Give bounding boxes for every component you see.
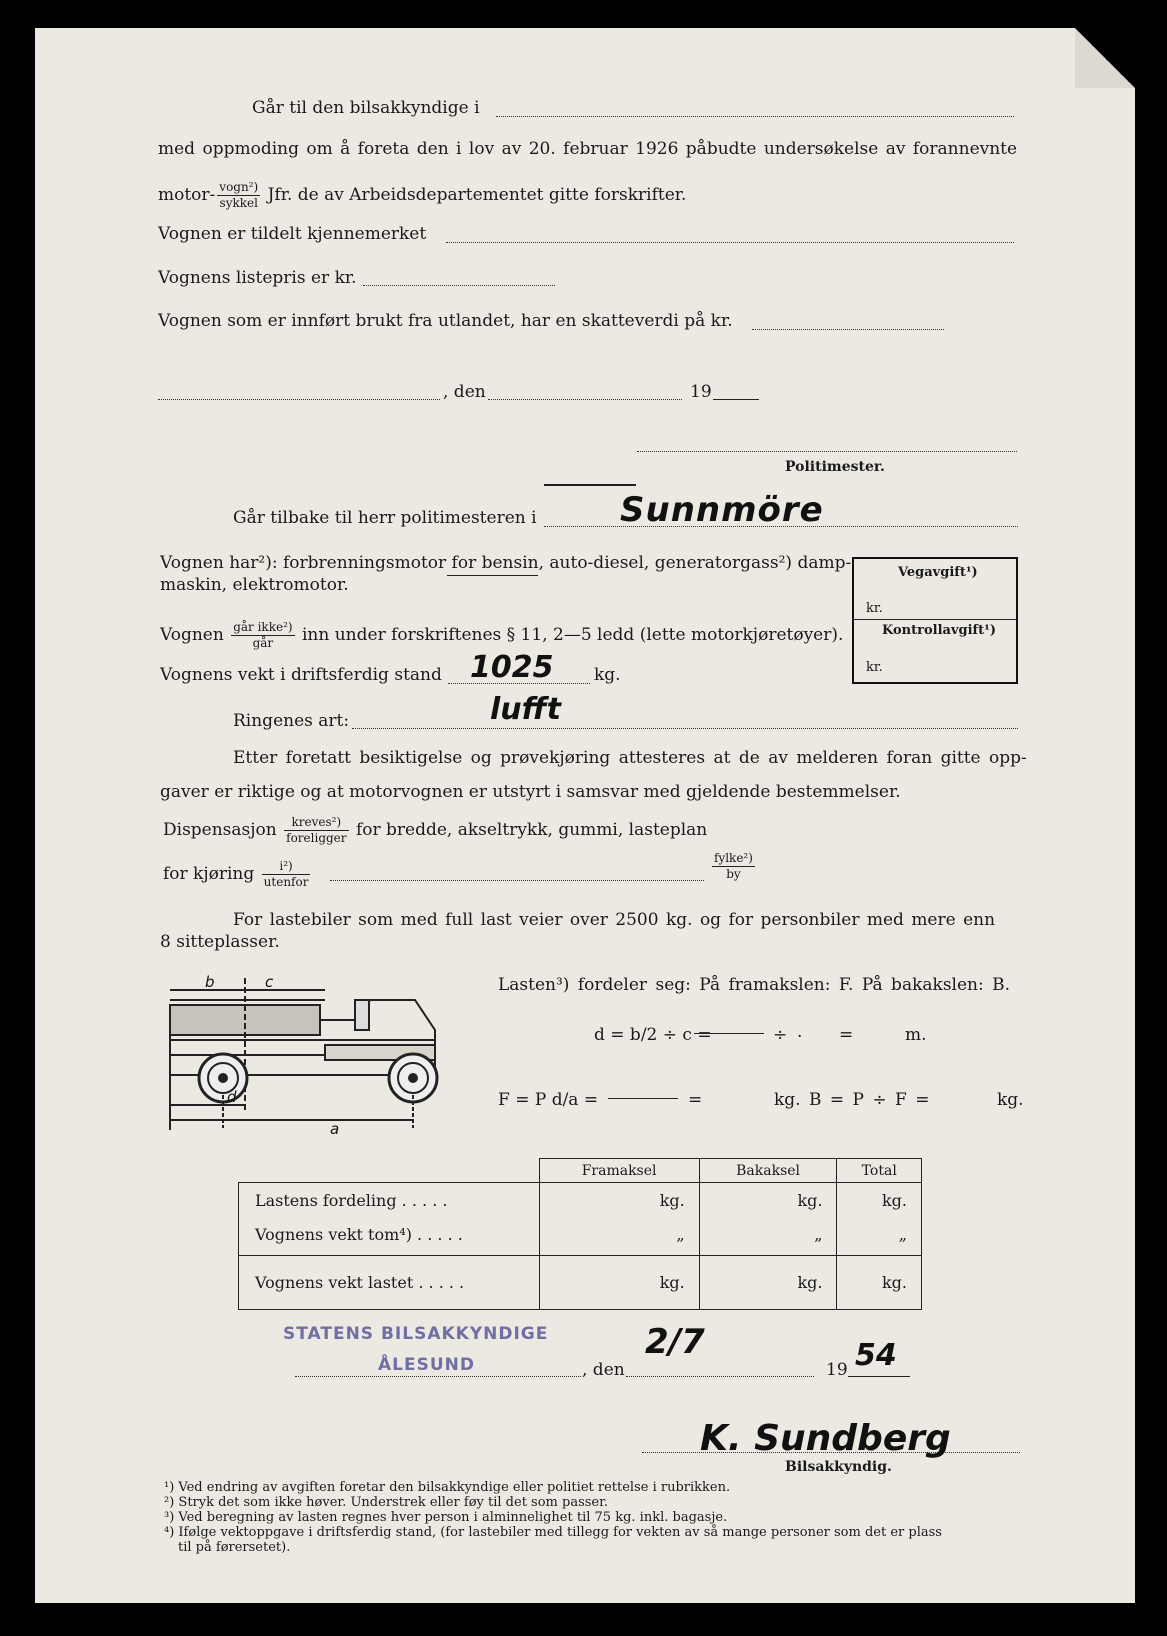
bilsakkyndig-field[interactable] — [496, 116, 1014, 117]
ringenes-label: Ringenes art: — [233, 711, 350, 731]
frac-fylke: fylke²) — [714, 851, 753, 865]
truck-label-d: d — [227, 1088, 237, 1106]
truck-label-c: c — [265, 973, 274, 991]
kjennemerke-label: Vognen er tildelt kjennemerket — [158, 224, 427, 244]
b-formula: kg. B = P ÷ F = — [774, 1090, 930, 1110]
vegavgift-kr: kr. — [866, 601, 883, 616]
framaksel-cells[interactable] — [539, 1183, 699, 1255]
place-field[interactable] — [158, 399, 440, 400]
footnotes — [164, 1480, 942, 1555]
politimester-label: Politimester. — [785, 459, 885, 475]
kjoring-label: for kjøring — [163, 864, 255, 884]
year-field[interactable] — [713, 399, 759, 400]
date-field[interactable] — [488, 399, 682, 400]
row-vekt-tom — [255, 1218, 538, 1252]
d-formula: d = b/2 ÷ c = — [594, 1025, 712, 1045]
vekt-label: Vognens vekt i driftsferdig stand — [160, 665, 442, 685]
cell-unit: „ — [676, 1225, 685, 1245]
frac-gar-ikke: går ikke²) — [233, 620, 293, 634]
f-formula: F = P d/a = — [498, 1090, 599, 1110]
den-label: , den — [443, 382, 486, 402]
kontrollavgift-label: Kontrollavgift¹) — [882, 623, 996, 638]
frac-by: by — [726, 867, 741, 881]
motor-prefix: motor- — [158, 185, 216, 205]
kjoring-field[interactable] — [330, 880, 704, 881]
truck-label-a: a — [330, 1120, 340, 1138]
handwritten-vekt: 1025 — [470, 650, 554, 685]
d-eq: = — [839, 1025, 854, 1045]
vegavgift-label: Vegavgift¹) — [898, 565, 978, 580]
dispensasjon-line — [163, 815, 707, 846]
sign-year: 19 — [826, 1360, 848, 1380]
stamp-line1: STATENS BILSAKKYNDIGE — [283, 1324, 549, 1344]
avgift-box — [852, 557, 1018, 684]
forskrift-text: inn under forskriftenes § 11, 2—5 ledd (lette motorkjøretøyer). — [301, 625, 844, 645]
total-cells[interactable] — [837, 1183, 922, 1255]
th-framaksel: Framaksel — [539, 1159, 699, 1183]
d-dot: . — [797, 1022, 803, 1042]
header-line3 — [158, 180, 686, 211]
row-vekt-lastet — [239, 1255, 540, 1309]
sign-date-field[interactable] — [626, 1376, 814, 1377]
handwritten-ringenes: lufft — [490, 692, 561, 727]
frac-gar: går — [252, 636, 274, 650]
truck-label-b: b — [205, 973, 215, 991]
vognen-label: Vognen — [160, 625, 224, 645]
row-dots: . . . . . — [401, 1191, 448, 1211]
frac-sykkel: sykkel — [219, 196, 258, 210]
sign-year-field[interactable] — [848, 1376, 910, 1377]
motor-suffix: Jfr. de av Arbeidsdepartementet gitte forskrifter. — [267, 185, 687, 205]
frac-utenfor: utenfor — [263, 875, 309, 889]
row-label: Vognens vekt tom⁴) — [255, 1225, 412, 1245]
handwritten-date: 2/7 — [645, 1322, 705, 1362]
d-blank1[interactable] — [694, 1033, 764, 1034]
vognen-gar-line — [160, 620, 843, 651]
f-eq: = — [688, 1090, 703, 1110]
cell-unit: kg. — [797, 1191, 823, 1211]
cell-unit: „ — [814, 1225, 823, 1245]
bakaksel-cells[interactable] — [699, 1183, 837, 1255]
kjoring-line — [163, 859, 312, 890]
header-line1: Går til den bilsakkyndige i — [252, 98, 480, 118]
disp-rest: for bredde, akseltrykk, gummi, lasteplan — [355, 820, 708, 840]
etter-line2: gaver er riktige og at motorvognen er utstyrt i samsvar med gjeldende bestemmelser. — [160, 782, 901, 802]
sign-place-field[interactable] — [295, 1376, 581, 1377]
row-dots: . . . . . — [418, 1272, 465, 1292]
footnote-3: ³) Ved beregning av lasten regnes hver person i alminnelighet til 75 kg. inkl. bagasje. — [164, 1510, 728, 1525]
handwritten-year: 54 — [855, 1338, 897, 1373]
cell-unit: „ — [898, 1225, 907, 1245]
table-corner — [239, 1159, 540, 1183]
fylke-by-fraction — [710, 851, 757, 882]
th-total: Total — [837, 1159, 922, 1183]
b-unit: kg. — [997, 1090, 1024, 1110]
th-bakaksel: Bakaksel — [699, 1159, 837, 1183]
listepris-field[interactable] — [363, 285, 555, 286]
vogn-sykkel-fraction — [217, 180, 260, 211]
row-label: Lastens fordeling — [255, 1191, 397, 1211]
avgift-divider — [854, 619, 1016, 620]
frac-i: i²) — [262, 859, 311, 875]
fylke-frac — [712, 851, 755, 882]
separator-rule — [544, 484, 636, 486]
etter-line1: Etter foretatt besiktigelse og prøvekjøring attesteres at de av melderen foran gitte opp- — [233, 748, 1027, 768]
d-div: ÷ — [773, 1025, 788, 1045]
tilbake-label: Går tilbake til herr politimesteren i — [233, 508, 537, 528]
frac-vogn: vogn²) — [219, 180, 259, 194]
handwritten-signature: K. Sundberg — [700, 1418, 951, 1459]
d-unit: m. — [905, 1025, 927, 1045]
motor-line2: maskin, elektromotor. — [160, 575, 349, 595]
last-line2: 8 sitteplasser. — [160, 932, 280, 952]
kjennemerke-field[interactable] — [446, 242, 1014, 243]
motor-line1: Vognen har²): forbrenningsmotor for bensin, auto-diesel, generatorgass²) damp- — [160, 553, 852, 573]
footnote-4: ⁴) Ifølge vektoppgave i driftsferdig stand, (for lastebiler med tillegg for vekten av så mange personer som det er plass — [164, 1525, 942, 1540]
f-blank1[interactable] — [608, 1098, 678, 1099]
year-label: 19 — [690, 382, 712, 402]
load-table — [238, 1158, 922, 1310]
bilsakkyndig-label: Bilsakkyndig. — [785, 1459, 892, 1475]
kreves-fraction — [284, 815, 348, 846]
sign-den: , den — [582, 1360, 625, 1380]
footnote-4-cont: til på førersetet). — [178, 1540, 291, 1555]
cell-unit: kg. — [881, 1191, 907, 1211]
row-lastens-fordeling — [255, 1184, 538, 1218]
row-dots: . . . . . — [417, 1225, 463, 1245]
table-row — [239, 1255, 922, 1309]
cell-unit[interactable]: kg. — [699, 1255, 837, 1309]
disp-label: Dispensasjon — [163, 820, 277, 840]
kontrollavgift-kr: kr. — [866, 660, 883, 675]
vekt-kg: kg. — [594, 665, 621, 685]
footnote-1: ¹) Ved endring av avgiften foretar den bilsakkyndige eller politiet rettelse i rubrikken. — [164, 1480, 731, 1495]
frac-foreligger: foreligger — [286, 831, 347, 845]
frac-kreves: kreves²) — [284, 815, 348, 831]
row-label: Vognens vekt lastet — [255, 1272, 414, 1292]
table-row — [239, 1183, 922, 1255]
stamp-line2: ÅLESUND — [378, 1355, 475, 1375]
skatteverdi-field[interactable] — [752, 329, 944, 330]
header-line2: med oppmoding om å foreta den i lov av 20. februar 1926 påbudte undersøkelse av forannevnte — [158, 139, 1018, 159]
handwritten-sunnmore: Sunnmöre — [620, 490, 824, 530]
ringenes-field[interactable] — [352, 728, 1018, 729]
listepris-label: Vognens listepris er kr. — [158, 268, 357, 288]
politimester-signature-field[interactable] — [637, 451, 1017, 452]
gar-fraction — [231, 620, 294, 651]
skatteverdi-label: Vognen som er innført brukt fra utlandet, har en skatteverdi på kr. — [158, 311, 733, 331]
footnote-2: ²) Stryk det som ikke høver. Understrek eller føy til det som passer. — [164, 1495, 609, 1510]
cell-unit[interactable]: kg. — [539, 1255, 699, 1309]
lasten-line: Lasten³) fordeler seg: På framakslen: F. På bakakslen: B. — [498, 975, 1011, 995]
last-line1: For lastebiler som med full last veier over 2500 kg. og for personbiler med mere enn — [233, 910, 996, 930]
folded-corner — [1075, 28, 1135, 88]
cell-unit: kg. — [659, 1191, 685, 1211]
i-utenfor-fraction — [262, 859, 311, 890]
underline-bensin — [447, 575, 538, 576]
truck-diagram — [165, 970, 465, 1140]
cell-unit[interactable]: kg. — [837, 1255, 922, 1309]
